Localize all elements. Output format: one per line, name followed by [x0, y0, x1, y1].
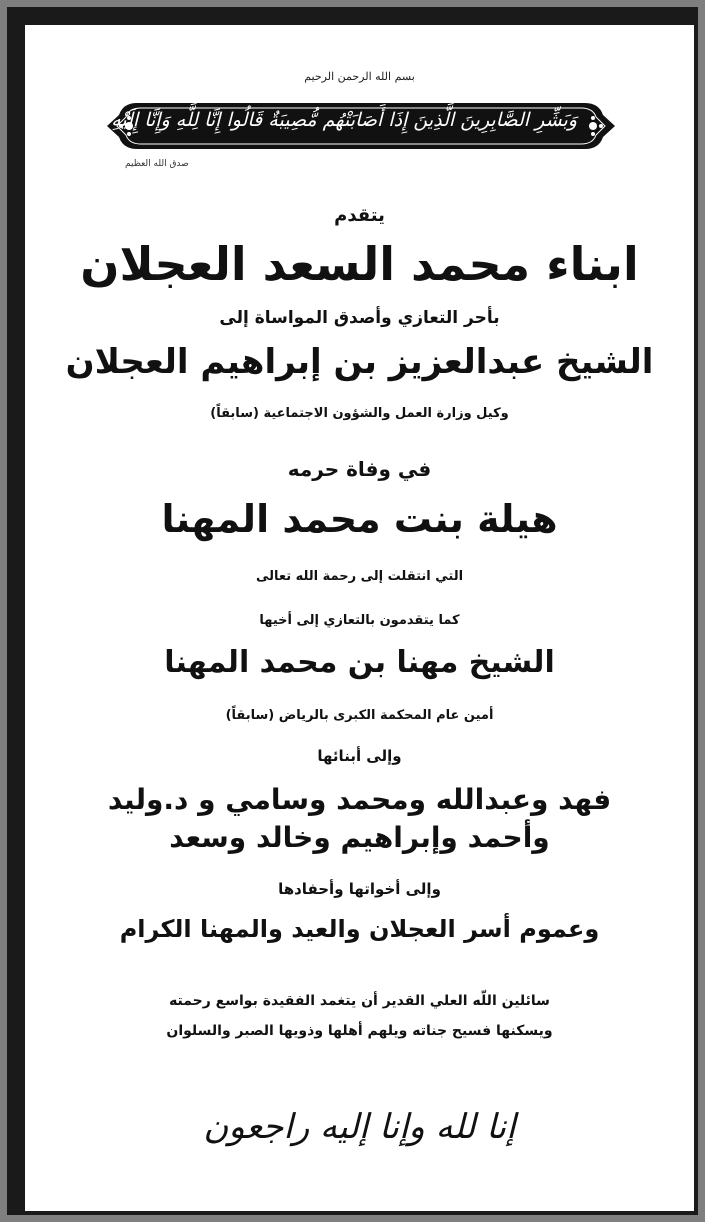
condolence-text: بأحر التعازي وأصدق المواساة إلى [219, 308, 500, 328]
prayer-line-1: سائلين اللّه العلي القدير أن يتغمد الفقيدة بواسع رحمته [169, 993, 550, 1009]
brother-name: الشيخ مهنا بن محمد المهنا [164, 645, 555, 680]
quran-verse: وَبَشِّرِ الصَّابِرِينَ الَّذِينَ إِذَا أَصَابَتْهُم مُّصِيبَةٌ قَالُوا إِنَّا لِلَّهِ وَإِنَّا إِلَيْهِ رَاجِعُونَ [46, 109, 577, 131]
to-sisters-text: وإلى أخواتها وأحفادها [278, 880, 441, 898]
brother-title: أمين عام المحكمة الكبرى بالرياض (سابقاً) [225, 708, 494, 723]
recipient-name: الشيخ عبدالعزيز بن إبراهيم العجلان [65, 342, 654, 382]
families-text: وعموم أسر العجلان والعيد والمهنا الكرام [119, 915, 600, 943]
also-text: كما يتقدمون بالتعازي إلى أخيها [259, 613, 460, 628]
closing-calligraphy: إنا لله وإنا إليه راجعون [203, 1107, 516, 1147]
presents-text: يتقدم [334, 205, 385, 226]
sadaq-text: صدق الله العظيم [125, 159, 189, 169]
passed-text: التي انتقلت إلى رحمة الله تعالى [255, 569, 464, 584]
condolence-page [25, 25, 694, 1211]
deceased-name: هيلة بنت محمد المهنا [161, 497, 558, 541]
prayer-line-2: ويسكنها فسيح جناته ويلهم أهلها وذويها الصبر والسلوان [166, 1023, 553, 1039]
sons-line-2: وأحمد وإبراهيم وخالد وسعد [169, 821, 550, 854]
basmala: بسم الله الرحمن الرحيم [304, 70, 415, 83]
inner-border [7, 7, 698, 1215]
death-of-text: في وفاة حرمه [287, 457, 432, 481]
to-sons-text: وإلى أبنائها [317, 747, 402, 765]
recipient-title: وكيل وزارة العمل والشؤون الاجتماعية (سابقاً) [210, 406, 509, 421]
family-name: ابناء محمد السعد العجلان [80, 237, 639, 291]
sons-line-1: فهد وعبدالله ومحمد وسامي و د.وليد [107, 783, 612, 816]
